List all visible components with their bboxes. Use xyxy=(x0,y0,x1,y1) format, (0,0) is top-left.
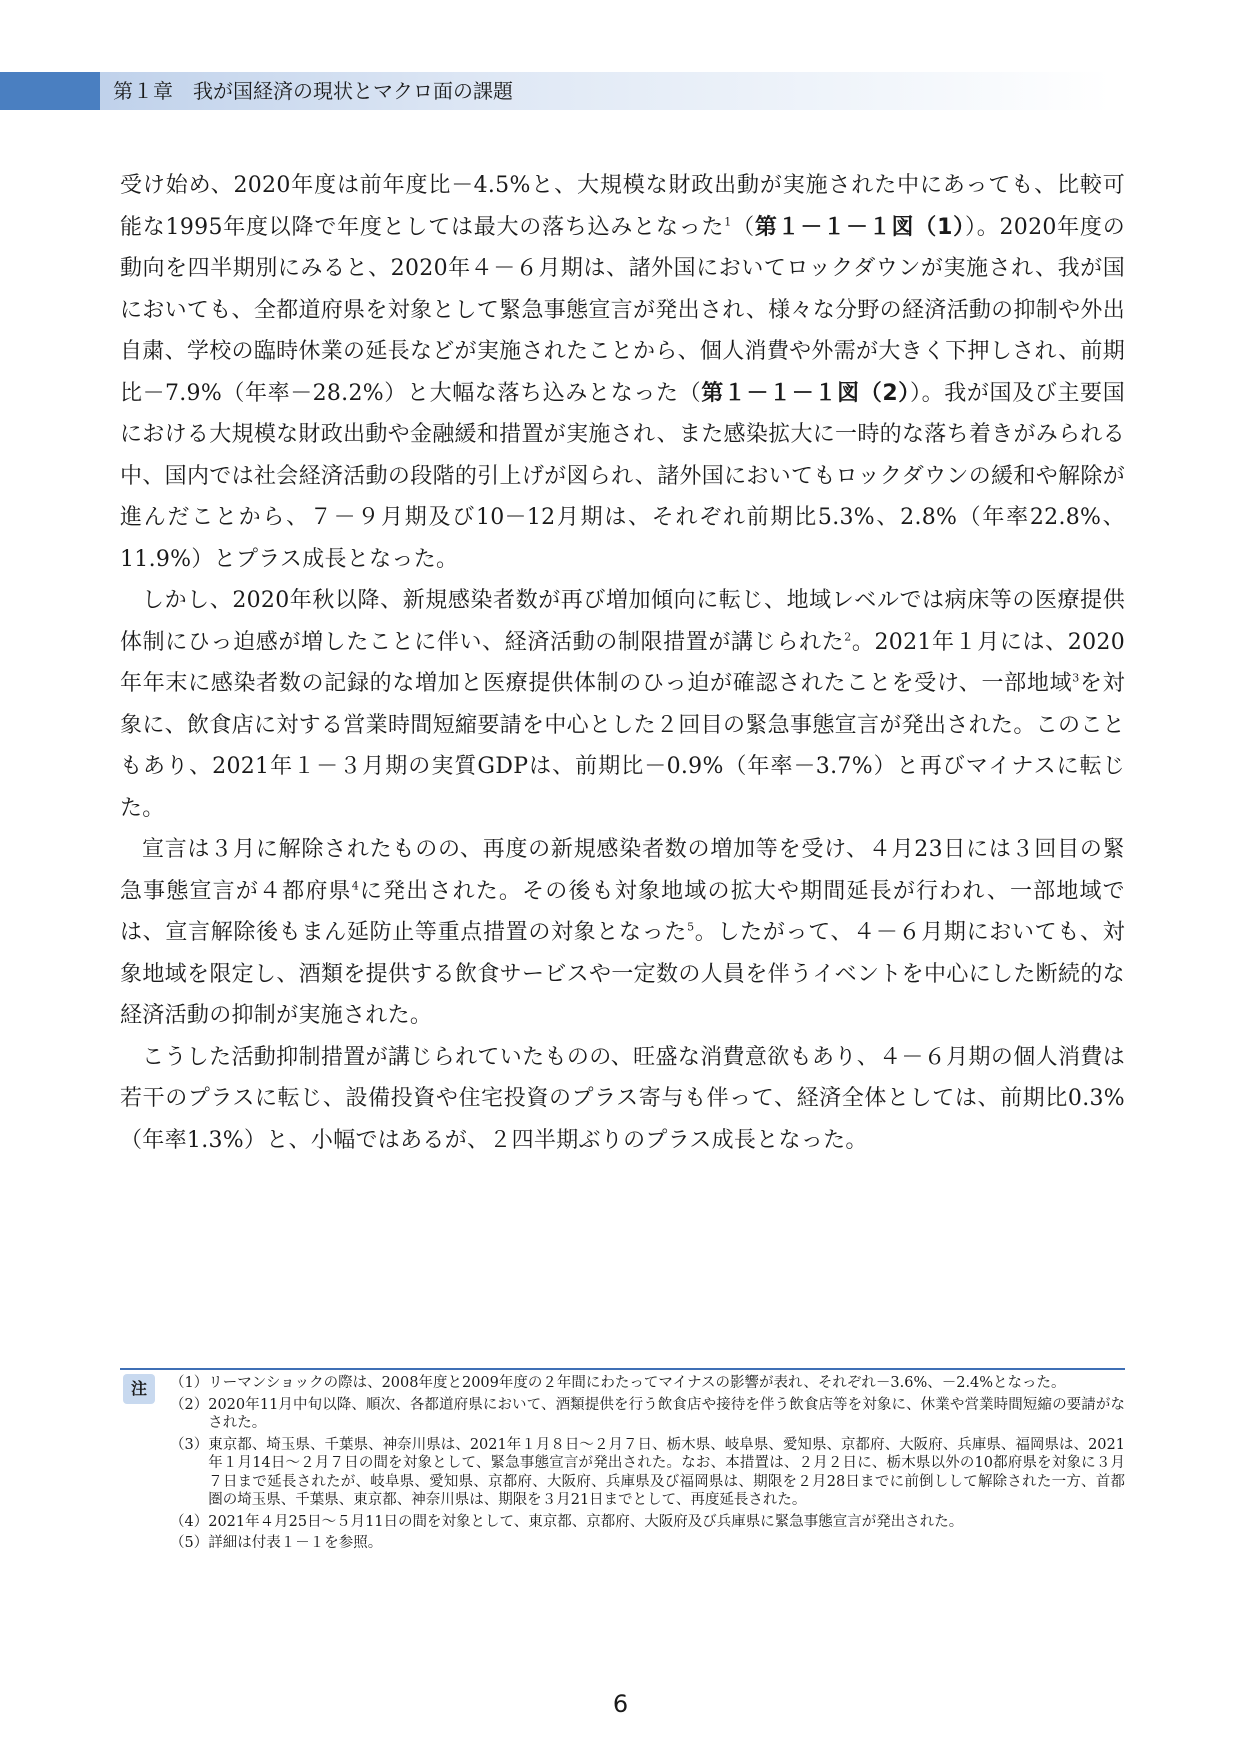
text-run: を対象に、飲食店に対する営業時間短縮要請を中心とした２回目の緊急事態宣言が発出された。このこともあり、2021年１－３月期の実質GDPは、前期比－0.9%（年率－3.7%）と再びマイナスに転じた。 xyxy=(120,671,1125,821)
note-item xyxy=(170,1374,1125,1393)
notes-list xyxy=(170,1374,1125,1556)
footnote-ref[interactable]: 5 xyxy=(687,920,695,934)
note-item xyxy=(170,1534,1125,1553)
paragraph-1 xyxy=(120,165,1125,580)
text-run: ）。2020年度の動向を四半期別にみると、2020年４－６月期は、諸外国においてロックダウンが実施され、我が国においても、全都道府県を対象として緊急事態宣言が発出され、様々な分野の経済活動の抑制や外出自粛、学校の臨時休業の延長などが実施されたことから、個人消費や外需が大きく下押しされ、前期比－7.9%（年率－28.2%）と大幅な落ち込みとなった（ xyxy=(120,214,1126,406)
text-run: こうした活動抑制措置が講じられていたものの、旺盛な消費意欲もあり、４－６月期の個人消費は若干のプラスに転じ、設備投資や住宅投資のプラス寄与も伴って、経済全体としては、前期比0.3%（年率1.3%）と、小幅ではあるが、２四半期ぶりのプラス成長となった。 xyxy=(120,1044,1125,1153)
note-text: 2020年11月中旬以降、順次、各都道府県において、酒類提供を行う飲食店や接待を伴う飲食店等を対象に、休業や営業時間短縮の要請がなされた。 xyxy=(208,1396,1125,1431)
note-number: （3） xyxy=(170,1436,209,1453)
text-run: しかし、2020年秋以降、新規感染者数が再び増加傾向に転じ、地域レベルでは病床等の医療提供体制にひっ迫感が増したことに伴い、経済活動の制限措置が講じられた xyxy=(120,588,1125,655)
note-item xyxy=(170,1396,1125,1433)
text-run: 受け始め、2020年度は前年度比－4.5%と、大規模な財政出動が実施された中にあっても、比較可能な1995年度以降で年度としては最大の落ち込みとなった xyxy=(120,173,1125,240)
note-text: 東京都、埼玉県、千葉県、神奈川県は、2021年１月８日～２月７日、栃木県、岐阜県、愛知県、京都府、大阪府、兵庫県、福岡県は、2021年１月14日～２月７日の間を対象として、緊急事態宣言が発出された。なお、本措置は、２月２日に、栃木県以外の10都府県を対象に３月７日まで延長されたが、岐阜県、愛知県、京都府、大阪府、兵庫県及び福岡県は、期限を２月28日までに前倒しして解除された一方、首都圏の埼玉県、千葉県、東京都、神奈川県は、期限を３月21日までとして、再度延長された。 xyxy=(208,1436,1125,1508)
header-tab xyxy=(0,72,100,110)
paragraph-2 xyxy=(120,580,1125,829)
text-run: 。したがって、４－６月期においても、対象地域を限定し、酒類を提供する飲食サービスや一定数の人員を伴うイベントを中心にした断続的な経済活動の抑制が実施された。 xyxy=(120,920,1125,1028)
footnote-ref[interactable]: 1 xyxy=(724,215,732,229)
figure-ref: 第１－１－１図（1） xyxy=(754,214,965,240)
footnote-ref[interactable]: 4 xyxy=(351,879,360,893)
note-item xyxy=(170,1513,1125,1532)
text-run: ）。我が国及び主要国における大規模な財政出動や金融緩和措置が実施され、また感染拡大に一時的な落ち着きがみられる中、国内では社会経済活動の段階的引上げが図られ、諸外国においてもロックダウンの緩和や解除が進んだことから、７－９月期及び10－12月期は、それぞれ前期比5.3%、2.8%（年率22.8%、11.9%）とプラス成長となった。 xyxy=(120,380,1125,572)
text-run: 。2021年１月には、2020年年末に感染者数の記録的な増加と医療提供体制のひっ迫が確認されたことを受け、一部地域 xyxy=(120,629,1125,696)
note-number: （5） xyxy=(170,1535,209,1551)
text-run: （ xyxy=(731,214,755,240)
note-number: （2） xyxy=(170,1396,209,1413)
note-number: （1） xyxy=(170,1375,209,1391)
footnote-ref[interactable]: 3 xyxy=(1072,671,1080,685)
note-text: 2021年４月25日～５月11日の間を対象として、東京都、京都府、大阪府及び兵庫県に緊急事態宣言が発出された。 xyxy=(208,1513,964,1530)
figure-ref: 第１－１－１図（2） xyxy=(701,380,910,406)
paragraph-3 xyxy=(120,829,1125,1037)
chapter-title: 第１章 我が国経済の現状とマクロ面の課題 xyxy=(113,79,513,103)
footnote-ref[interactable]: 2 xyxy=(844,630,852,644)
text-run: 宣言は３月に解除されたものの、再度の新規感染者数の増加等を受け、４月23日には３回目の緊急事態宣言が４都府県 xyxy=(120,837,1125,904)
text-run: に発出された。その後も対象地域の拡大や期間延長が行われ、一部地域では、宣言解除後もまん延防止等重点措置の対象となった xyxy=(120,878,1125,945)
note-text: リーマンショックの際は、2008年度と2009年度の２年間にわたってマイナスの影響が表れ、それぞれ－3.6%、－2.4%となった。 xyxy=(208,1375,1066,1391)
page-number: 6 xyxy=(612,1690,629,1718)
paragraph-4 xyxy=(120,1037,1125,1162)
note-text: 詳細は付表１－１を参照。 xyxy=(208,1535,383,1551)
body-text xyxy=(120,165,1125,1161)
notes-label: 注 xyxy=(123,1374,155,1404)
note-number: （4） xyxy=(170,1513,209,1530)
notes-divider xyxy=(120,1368,1125,1370)
note-item xyxy=(170,1436,1125,1510)
